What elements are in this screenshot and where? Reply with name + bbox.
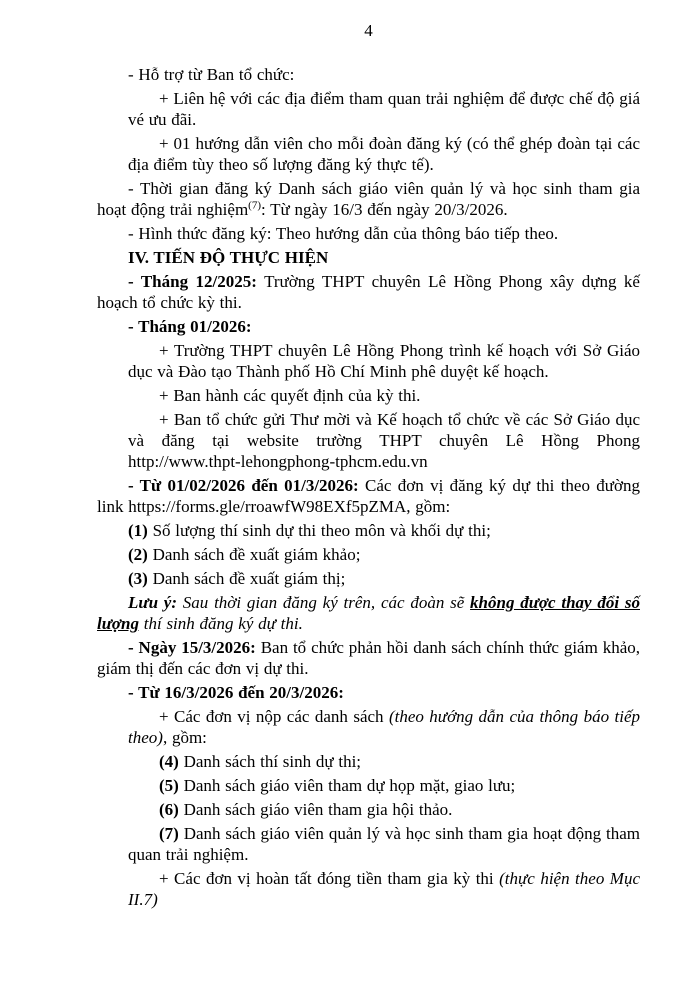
paragraph bbox=[128, 409, 640, 472]
section-heading bbox=[97, 247, 640, 268]
text-segment: Danh sách đề xuất giám thị; bbox=[147, 569, 346, 588]
text-segment: (7) bbox=[159, 824, 179, 843]
text-segment: IV. TIẾN ĐỘ THỰC HIỆN bbox=[128, 248, 329, 267]
paragraph bbox=[97, 475, 640, 517]
paragraph bbox=[128, 823, 640, 865]
text-segment: (4) bbox=[159, 752, 179, 771]
text-segment: Sau thời gian đăng ký trên, các đoàn sẽ bbox=[177, 593, 471, 612]
paragraph bbox=[128, 799, 640, 820]
text-segment: - Ngày 15/3/2026: bbox=[128, 638, 256, 657]
text-segment: : Từ ngày 16/3 đến ngày 20/3/2026. bbox=[261, 200, 508, 219]
text-segment: (thực hiện theo Mục II.7) bbox=[128, 869, 641, 909]
text-segment: + Ban tổ chức gửi Thư mời và Kế hoạch tổ chức về các Sở Giáo dục và đăng tại website trường THPT chuyên Lê Hồng Phong http://www.thpt-lehongphong-tphcm.edu.vn bbox=[128, 410, 640, 471]
text-segment: Danh sách giáo viên tham dự họp mặt, giao lưu; bbox=[178, 776, 516, 795]
text-segment: Danh sách giáo viên tham gia hội thảo. bbox=[178, 800, 453, 819]
paragraph bbox=[128, 340, 640, 382]
text-segment: + 01 hướng dẫn viên cho mỗi đoàn đăng ký (có thể ghép đoàn tại các địa điểm tùy theo số lượng đăng ký thực tế). bbox=[128, 134, 640, 174]
paragraph bbox=[128, 385, 640, 406]
text-segment: + Các đơn vị hoàn tất đóng tiền tham gia kỳ thi bbox=[159, 869, 500, 888]
paragraph bbox=[128, 868, 640, 910]
paragraph bbox=[97, 520, 640, 541]
paragraph bbox=[97, 64, 640, 85]
text-segment: Lưu ý: bbox=[128, 593, 178, 612]
paragraph bbox=[97, 592, 640, 634]
text-segment: + Liên hệ với các địa điểm tham quan trải nghiệm để được chế độ giá vé ưu đãi. bbox=[128, 89, 640, 129]
paragraph bbox=[97, 271, 640, 313]
paragraph bbox=[128, 775, 640, 796]
footnote-ref: (7) bbox=[248, 199, 261, 212]
text-segment: (2) bbox=[128, 545, 148, 564]
text-segment: Ban tổ chức phản hồi danh sách chính thức giám khảo, giám thị đến các đơn vị dự thi. bbox=[97, 638, 640, 678]
paragraph bbox=[97, 568, 640, 589]
text-segment: - Hỗ trợ từ Ban tổ chức: bbox=[128, 65, 295, 84]
text-segment: + Ban hành các quyết định của kỳ thi. bbox=[159, 386, 421, 405]
text-segment: (1) bbox=[128, 521, 148, 540]
paragraph bbox=[128, 88, 640, 130]
text-segment: - Tháng 01/2026: bbox=[128, 317, 252, 336]
text-segment: Danh sách thí sinh dự thi; bbox=[178, 752, 362, 771]
paragraph bbox=[97, 682, 640, 703]
text-segment: (5) bbox=[159, 776, 179, 795]
text-segment: Danh sách đề xuất giám khảo; bbox=[147, 545, 361, 564]
text-segment: thí sinh đăng ký dự thi. bbox=[139, 614, 303, 633]
text-segment: - Từ 16/3/2026 đến 20/3/2026: bbox=[128, 683, 344, 702]
text-segment: (theo hướng dẫn của thông báo tiếp theo) bbox=[128, 707, 640, 747]
text-segment: , gồm: bbox=[162, 728, 207, 747]
paragraph bbox=[128, 133, 640, 175]
text-segment: - Hình thức đăng ký: Theo hướng dẫn của thông báo tiếp theo. bbox=[128, 224, 559, 243]
paragraph bbox=[97, 637, 640, 679]
text-segment: - Thời gian đăng ký Danh sách giáo viên quản lý và học sinh tham gia hoạt động trải nghiệm bbox=[97, 179, 640, 219]
text-segment: - Từ 01/02/2026 đến 01/3/2026: bbox=[128, 476, 359, 495]
paragraph bbox=[97, 178, 640, 220]
paragraph bbox=[128, 706, 640, 748]
text-segment: Danh sách giáo viên quản lý và học sinh tham gia hoạt động tham quan trải nghiệm. bbox=[128, 824, 640, 864]
document-body bbox=[97, 64, 640, 913]
text-segment: + Các đơn vị nộp các danh sách bbox=[159, 707, 389, 726]
page-number: 4 bbox=[364, 21, 373, 40]
text-segment: không được thay đổi số lượng bbox=[97, 593, 640, 633]
text-segment: (6) bbox=[159, 800, 179, 819]
paragraph bbox=[97, 544, 640, 565]
text-segment: Số lượng thí sinh dự thi theo môn và khối dự thi; bbox=[147, 521, 491, 540]
text-segment: Trường THPT chuyên Lê Hồng Phong xây dựng kế hoạch tổ chức kỳ thi. bbox=[97, 272, 640, 312]
paragraph bbox=[97, 223, 640, 244]
paragraph bbox=[97, 316, 640, 337]
paragraph bbox=[128, 751, 640, 772]
text-segment: + Trường THPT chuyên Lê Hồng Phong trình kế hoạch với Sở Giáo dục và Đào tạo Thành phố Hồ Chí Minh phê duyệt kế hoạch. bbox=[128, 341, 640, 381]
text-segment: (3) bbox=[128, 569, 148, 588]
text-segment: - Tháng 12/2025: bbox=[128, 272, 257, 291]
text-segment: Các đơn vị đăng ký dự thi theo đường link https://forms.gle/rroawfW98EXf5pZMA, gồm: bbox=[97, 476, 640, 516]
